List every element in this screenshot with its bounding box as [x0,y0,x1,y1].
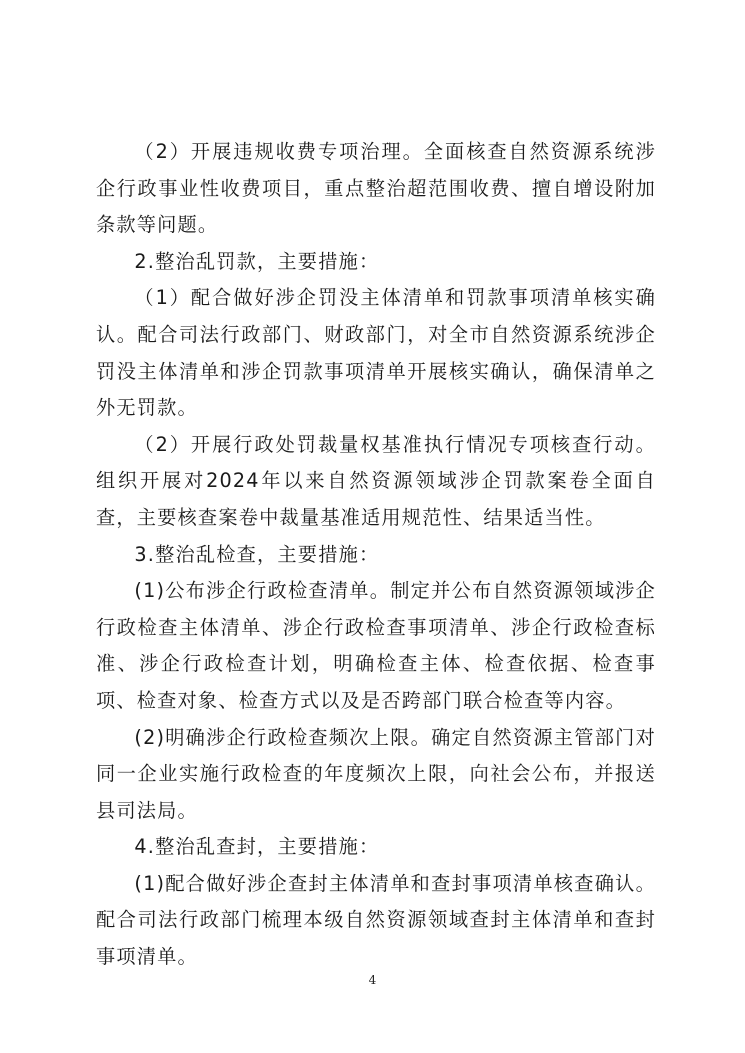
paragraph-inspection-frequency: (2)明确涉企行政检查频次上限。确定自然资源主管部门对同一企业实施行政检查的年度频次上限，向社会公布，并报送县司法局。 [96,725,656,822]
heading-inspections: 3.整治乱检查，主要措施： [134,542,380,566]
document-body [96,134,656,976]
heading-fines: 2.整治乱罚款，主要措施： [134,249,380,273]
paragraph-inspection-list: (1)公布涉企行政检查清单。制定并公布自然资源领域涉企行政检查主体清单、涉企行政检查事项清单、涉企行政检查标准、涉企行政检查计划，明确检查主体、检查依据、检查事项、检查对象、检查方式以及是否跨部门联合检查等内容。 [96,579,656,712]
paragraph-fee-governance: （2）开展违规收费专项治理。全面核查自然资源系统涉企行政事业性收费项目，重点整治超范围收费、擅自增设附加条款等问题。 [96,140,656,237]
paragraph-seizure-list: (1)配合做好涉企查封主体清单和查封事项清单核查确认。配合司法行政部门梳理本级自然资源领域查封主体清单和查封事项清单。 [96,871,656,969]
paragraph-discretion-inspection: （2）开展行政处罚裁量权基准执行情况专项核查行动。组织开展对2024年以来自然资源领域涉企罚款案卷全面自查，主要核查案卷中裁量基准适用规范性、结果适当性。 [96,432,656,529]
heading-seizures: 4.整治乱查封，主要措施： [134,835,380,859]
paragraph-fine-list-verification: （1）配合做好涉企罚没主体清单和罚款事项清单核实确认。配合司法行政部门、财政部门，对全市自然资源系统涉企罚没主体清单和涉企罚款事项清单开展核实确认，确保清单之外无罚款。 [96,286,656,420]
page-number: 4 [368,973,377,987]
